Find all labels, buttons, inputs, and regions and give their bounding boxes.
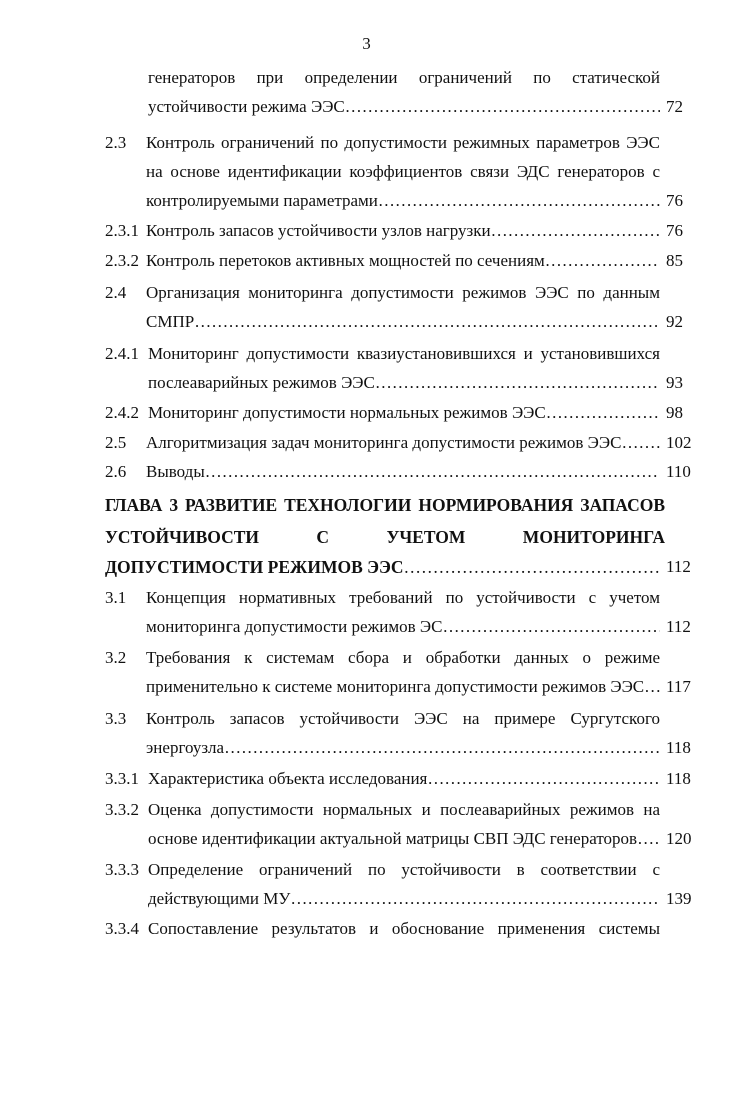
toc-entry-line: устойчивости режима ЭЭС	[148, 97, 345, 116]
toc-entry-line	[146, 461, 660, 483]
toc-entry-text: действующими МУ	[148, 889, 291, 908]
toc-page-number: 98	[666, 403, 683, 422]
toc-section-number: 3.3	[105, 709, 127, 728]
toc-section-number: 2.3.1	[105, 221, 139, 240]
toc-entry-line: Контроль ограничений по допустимости режимных параметров ЭЭС	[146, 133, 660, 152]
toc-page-number: 112	[666, 557, 691, 576]
toc-entry-text: контролируемыми параметрами	[146, 191, 378, 210]
toc-entry-line	[146, 190, 660, 212]
toc-entry-text: Контроль перетоков активных мощностей по сечениям	[146, 251, 545, 270]
toc-page-number: 76	[666, 191, 683, 210]
toc-page-number: 76	[666, 221, 683, 240]
toc-entry-line: Оценка допустимости нормальных и послеаварийных режимов на	[148, 800, 660, 819]
toc-section-number: 2.3	[105, 133, 127, 152]
toc-section-number: 3.3.1	[105, 769, 139, 788]
chapter-line	[105, 556, 660, 578]
toc-section-number: 3.2	[105, 648, 127, 667]
dot-leader	[345, 96, 660, 118]
toc-entry-text: послеаварийных режимов ЭЭС	[148, 373, 375, 392]
toc-entry-line	[146, 737, 660, 759]
toc-entry-line: Контроль запасов устойчивости ЭЭС на примере Сургутского	[146, 709, 660, 728]
toc-page-number: 93	[666, 373, 683, 392]
toc-entry-line: Определение ограничений по устойчивости в соответствии с	[148, 860, 660, 879]
toc-entry-line	[146, 250, 660, 272]
dot-leader	[546, 402, 660, 424]
dot-leader	[442, 616, 660, 638]
toc-page-number: 120	[666, 829, 692, 848]
page-number: 3	[362, 34, 371, 53]
toc-entry-line	[146, 311, 660, 333]
toc-page-number: 102	[666, 433, 692, 452]
toc-section-number: 2.5	[105, 433, 127, 452]
toc-entry-line	[146, 432, 660, 454]
toc-entry-text: генераторов при определении ограничений по статической	[148, 68, 660, 87]
toc-entry-line	[146, 616, 660, 638]
toc-entry-line	[148, 768, 660, 790]
toc-page-number: 110	[666, 462, 691, 481]
toc-entry-line	[148, 828, 660, 850]
dot-leader	[637, 828, 660, 850]
toc-entry-line	[148, 402, 660, 424]
toc-entry-text: СМПР	[146, 312, 195, 331]
toc-page-number: 72	[666, 97, 683, 116]
toc-entry-text: Мониторинг допустимости нормальных режимов ЭЭС	[148, 403, 546, 422]
toc-page-number: 139	[666, 889, 692, 908]
toc-entry-text: Выводы	[146, 462, 205, 481]
dot-leader	[290, 888, 660, 910]
toc-page-number: 118	[666, 769, 691, 788]
toc-section-number: 2.3.2	[105, 251, 139, 270]
toc-section-number: 3.3.4	[105, 919, 139, 938]
dot-leader	[427, 768, 660, 790]
toc-entry-text: энергоузла	[146, 738, 225, 757]
toc-entry-text: Характеристика объекта исследования	[148, 769, 428, 788]
dot-leader	[378, 190, 660, 212]
toc-section-number: 2.6	[105, 462, 127, 481]
toc-entry-line: Требования к системам сбора и обработки данных о режиме	[146, 648, 660, 667]
toc-page-number: 112	[666, 617, 691, 636]
toc-page-number: 92	[666, 312, 683, 331]
dot-leader	[224, 737, 660, 759]
toc-section-number: 3.1	[105, 588, 127, 607]
toc-entry-text: Контроль запасов устойчивости узлов нагрузки	[146, 221, 491, 240]
toc-entry-line: Концепция нормативных требований по устойчивости с учетом	[146, 588, 660, 607]
toc-entry-text: мониторинга допустимости режимов ЭС	[146, 617, 443, 636]
toc-entry-line	[148, 372, 660, 394]
toc-page-number: 118	[666, 738, 691, 757]
toc-section-number: 3.3.3	[105, 860, 139, 879]
dot-leader	[644, 676, 660, 698]
dot-leader	[491, 220, 660, 242]
chapter-line: ГЛАВА 3 РАЗВИТИЕ ТЕХНОЛОГИИ НОРМИРОВАНИЯ ЗАПАСОВ	[105, 495, 665, 515]
dot-leader	[375, 372, 660, 394]
dot-leader	[545, 250, 660, 272]
toc-section-number: 2.4.2	[105, 403, 139, 422]
dot-leader	[404, 556, 661, 578]
toc-entry-line: Сопоставление результатов и обоснование применения системы	[148, 919, 660, 938]
toc-entry-text	[148, 96, 660, 118]
toc-entry-line: Организация мониторинга допустимости режимов ЭЭС по данным	[146, 283, 660, 302]
toc-entry-line: на основе идентификации коэффициентов связи ЭДС генераторов с	[146, 162, 660, 181]
toc-section-number: 3.3.2	[105, 800, 139, 819]
dot-leader	[621, 432, 660, 454]
chapter-line: УСТОЙЧИВОСТИ С УЧЕТОМ МОНИТОРИНГА	[105, 527, 665, 547]
toc-page-number: 117	[666, 677, 691, 696]
toc-entry-line: Мониторинг допустимости квазиустановившихся и установившихся	[148, 344, 660, 363]
toc-entry-text: Алгоритмизация задач мониторинга допустимости режимов ЭЭС	[146, 433, 622, 452]
toc-entry-text: основе идентификации актуальной матрицы СВП ЭДС генераторов	[148, 829, 638, 848]
toc-entry-text: применительно к системе мониторинга допустимости режимов ЭЭС	[146, 677, 645, 696]
toc-section-number: 2.4	[105, 283, 127, 302]
toc-section-number: 2.4.1	[105, 344, 139, 363]
toc-entry-text: ДОПУСТИМОСТИ РЕЖИМОВ ЭЭС	[105, 557, 404, 577]
toc-page-number: 85	[666, 251, 683, 270]
toc-entry-line	[146, 676, 660, 698]
toc-entry-line	[146, 220, 660, 242]
dot-leader	[194, 311, 660, 333]
toc-entry-line	[148, 888, 660, 910]
dot-leader	[205, 461, 660, 483]
